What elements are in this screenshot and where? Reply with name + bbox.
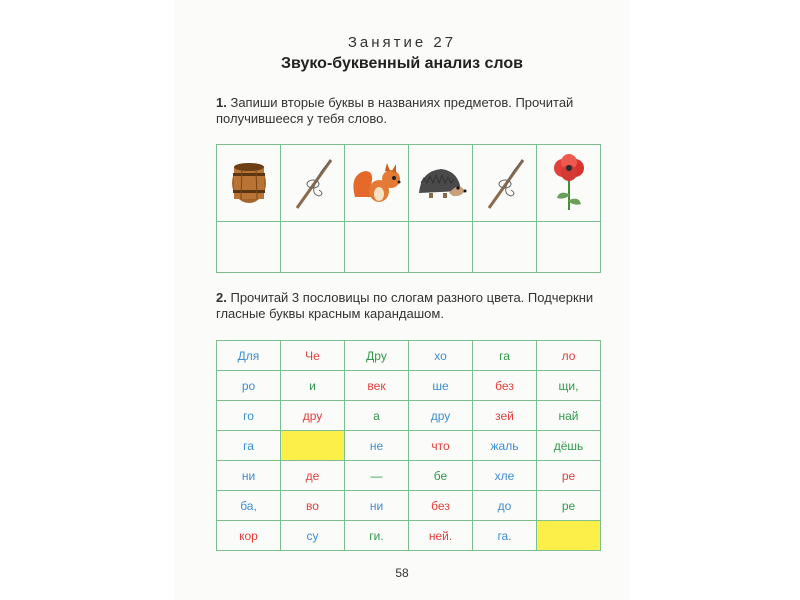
- task-2-number: 2.: [216, 290, 227, 305]
- syllable-cell: га: [473, 341, 537, 371]
- syllable-grid: [216, 340, 601, 551]
- syllable-cell: дру: [409, 401, 473, 431]
- picture-cell: [537, 145, 601, 222]
- lesson-heading: Занятие 27: [347, 34, 457, 51]
- answer-cell[interactable]: [537, 222, 601, 273]
- syllable-cell: ба,: [217, 491, 281, 521]
- picture-grid: [216, 144, 601, 273]
- syllable-cell: де: [281, 461, 345, 491]
- syllable-row: [217, 521, 601, 551]
- task-1-number: 1.: [216, 95, 227, 110]
- syllable-cell: ше: [409, 371, 473, 401]
- syllable-cell: дёшь: [537, 431, 601, 461]
- syllable-cell: го: [217, 401, 281, 431]
- poppy-icon: [549, 154, 589, 212]
- picture-cell: [473, 145, 537, 222]
- syllable-cell: ре: [537, 461, 601, 491]
- answer-cell[interactable]: [345, 222, 409, 273]
- syllable-cell: а: [345, 401, 409, 431]
- syllable-cell: хо: [409, 341, 473, 371]
- syllable-cell: бе: [409, 461, 473, 491]
- syllable-cell: Че: [281, 341, 345, 371]
- page-title: Звуко-буквенный анализ слов: [281, 55, 523, 72]
- syllable-cell: Для: [217, 341, 281, 371]
- syllable-cell: ни: [217, 461, 281, 491]
- syllable-row: [217, 371, 601, 401]
- answer-cell[interactable]: [409, 222, 473, 273]
- syllable-cell: без: [473, 371, 537, 401]
- syllable-row: [217, 401, 601, 431]
- task-1-instructions: [216, 95, 608, 127]
- syllable-cell: ло: [537, 341, 601, 371]
- syllable-row: [217, 431, 601, 461]
- answer-cell[interactable]: [473, 222, 537, 273]
- barrel-icon: [229, 161, 269, 205]
- syllable-cell: не: [345, 431, 409, 461]
- answer-cell[interactable]: [217, 222, 281, 273]
- hedgehog-icon: [415, 163, 467, 203]
- syllable-cell: до: [473, 491, 537, 521]
- syllable-cell: ни: [345, 491, 409, 521]
- syllable-cell: —: [345, 461, 409, 491]
- syllable-cell: хле: [473, 461, 537, 491]
- syllable-cell: ней.: [409, 521, 473, 551]
- syllable-cell: век: [345, 371, 409, 401]
- task-2-instructions: [216, 290, 608, 322]
- syllable-cell: га: [217, 431, 281, 461]
- syllable-row: [217, 491, 601, 521]
- picture-cell: [217, 145, 281, 222]
- fishing-rod-icon: [289, 154, 337, 212]
- syllable-cell: и: [281, 371, 345, 401]
- task-1-text: Запиши вторые буквы в названиях предметов. Прочитай получившееся у тебя слово.: [216, 95, 574, 126]
- syllable-cell: жаль: [473, 431, 537, 461]
- syllable-cell: во: [281, 491, 345, 521]
- page-number: 58: [395, 566, 409, 580]
- syllable-cell: су: [281, 521, 345, 551]
- syllable-cell: ре: [537, 491, 601, 521]
- syllable-cell: кор: [217, 521, 281, 551]
- syllable-row: [217, 461, 601, 491]
- task-2-text: Прочитай 3 пословицы по слогам разного цвета. Подчеркни гласные буквы красным карандашом.: [216, 290, 594, 321]
- picture-cell: [281, 145, 345, 222]
- fishing-rod-icon: [481, 154, 529, 212]
- syllable-cell: зей: [473, 401, 537, 431]
- squirrel-icon: [349, 161, 405, 205]
- answer-cell[interactable]: [281, 222, 345, 273]
- syllable-cell: Дру: [345, 341, 409, 371]
- syllable-cell: ги.: [345, 521, 409, 551]
- syllable-cell: дру: [281, 401, 345, 431]
- syllable-cell: ро: [217, 371, 281, 401]
- syllable-row: [217, 341, 601, 371]
- syllable-cell: най: [537, 401, 601, 431]
- syllable-cell: что: [409, 431, 473, 461]
- highlighted-empty-cell: [281, 431, 345, 461]
- highlighted-empty-cell: [537, 521, 601, 551]
- syllable-cell: без: [409, 491, 473, 521]
- syllable-cell: га.: [473, 521, 537, 551]
- syllable-cell: щи,: [537, 371, 601, 401]
- picture-cell: [409, 145, 473, 222]
- picture-cell: [345, 145, 409, 222]
